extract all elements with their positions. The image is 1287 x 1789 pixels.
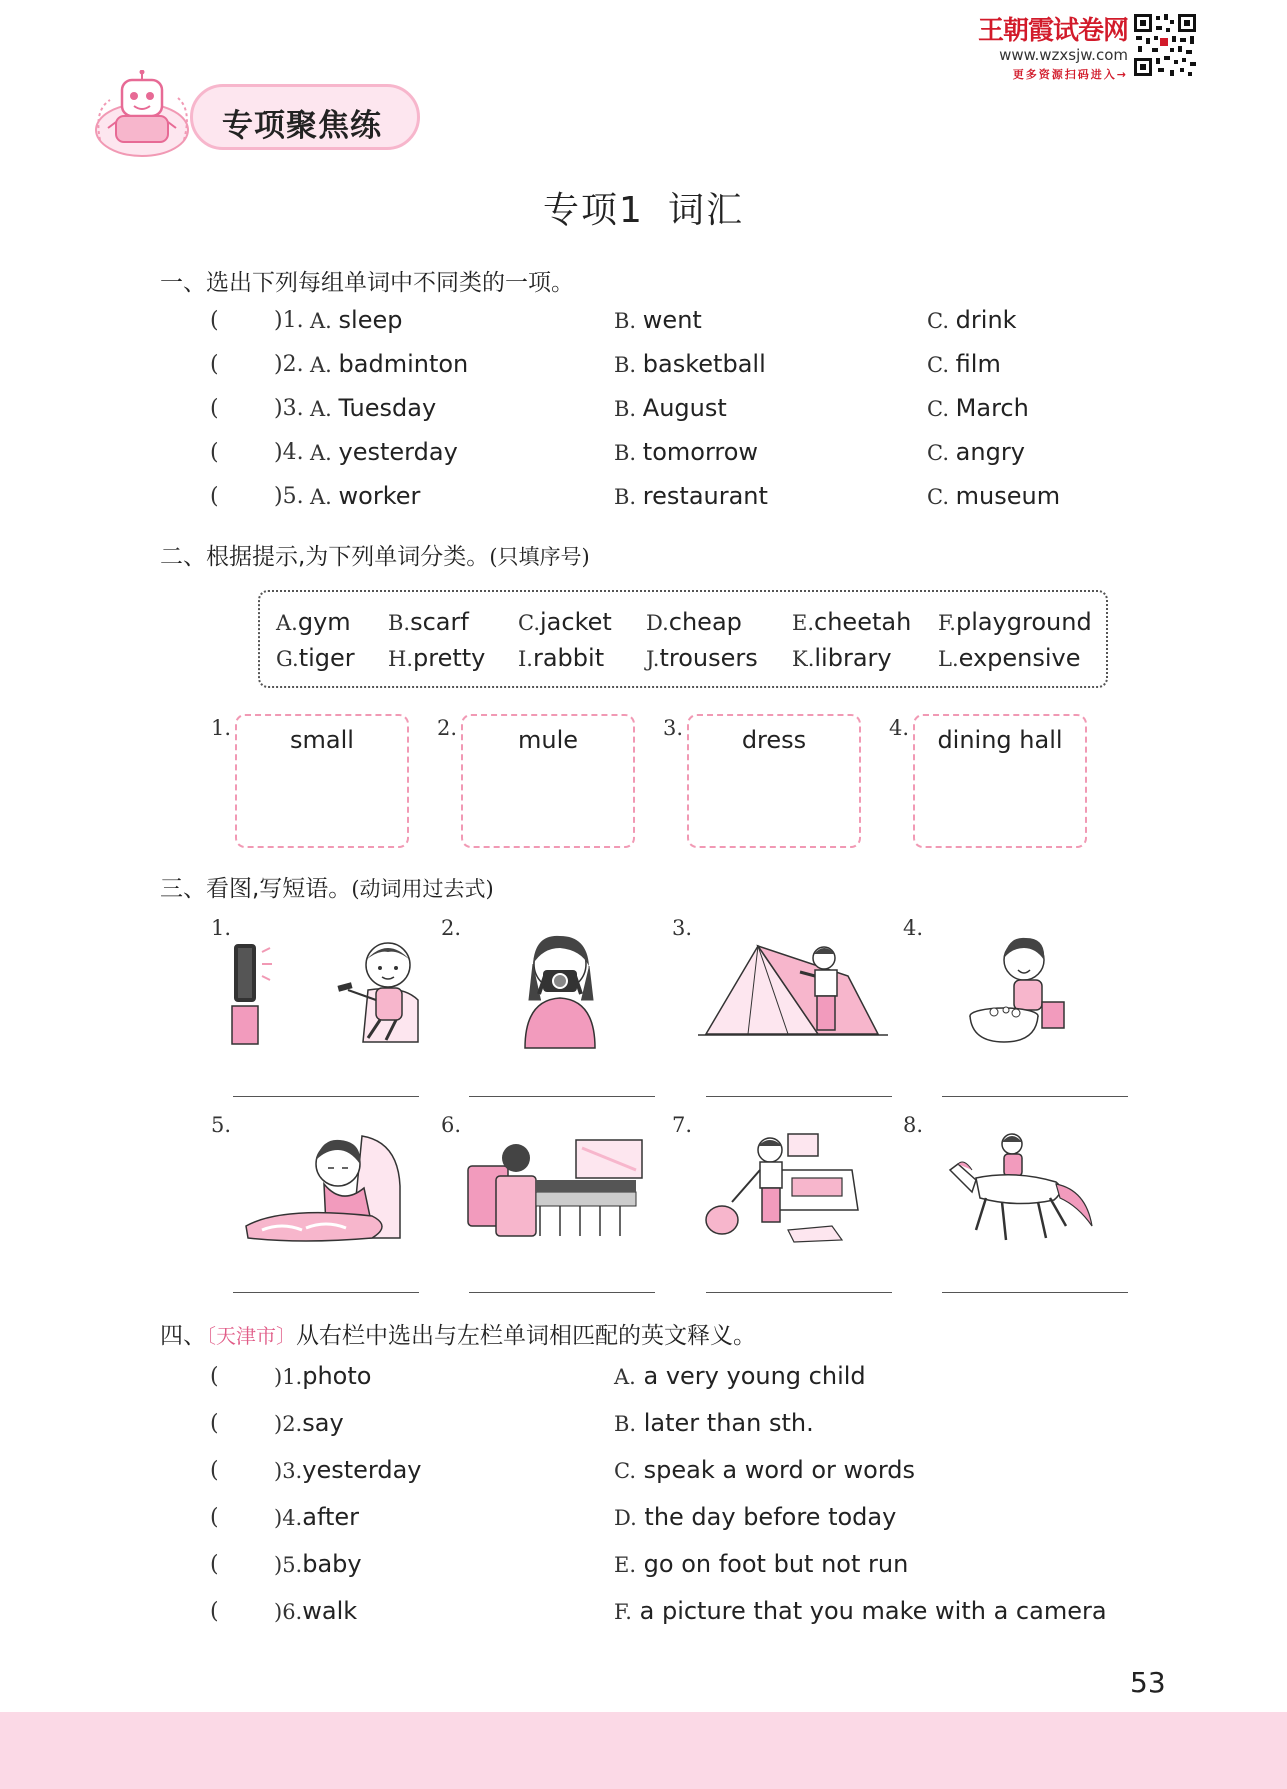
question-number: )5. — [274, 484, 304, 509]
cleaning-room-illustration — [702, 1130, 862, 1246]
picture-number: 8. — [903, 1113, 924, 1137]
picture-number: 3. — [672, 916, 693, 940]
match-left-item: )3.yesterday — [274, 1456, 422, 1484]
page-title-topic: 专项1 — [543, 190, 644, 231]
answer-line[interactable] — [706, 1292, 892, 1293]
option-a: A. sleep — [310, 306, 403, 334]
match-right-item: E. go on foot but not run — [614, 1550, 909, 1578]
answer-line[interactable] — [233, 1292, 419, 1293]
option-b: B. basketball — [614, 350, 766, 378]
match-right-item: B. later than sth. — [614, 1409, 814, 1437]
option-b: B. went — [614, 306, 702, 334]
option-c: C. angry — [927, 438, 1025, 466]
section3-heading: 三、看图,写短语。(动词用过去式) — [160, 876, 494, 902]
answer-line[interactable] — [942, 1096, 1128, 1097]
match-left-item: )1.photo — [274, 1362, 372, 1390]
washing-clothes-illustration — [968, 930, 1078, 1050]
option-c: C. March — [927, 394, 1029, 422]
option-a: A. Tuesday — [310, 394, 437, 422]
section1-heading: 一、选出下列每组单词中不同类的一项。 — [160, 270, 574, 296]
watching-tv-illustration — [228, 930, 428, 1050]
brand-name: 王朝霞试卷网 — [977, 16, 1128, 46]
answer-blank[interactable]: ( — [210, 1599, 219, 1624]
word-bank-item: B.scarf — [388, 608, 469, 636]
word-bank-item: H.pretty — [388, 644, 486, 672]
word-bank-item: E.cheetah — [792, 608, 912, 636]
answer-line[interactable] — [706, 1096, 892, 1097]
category-label: dining hall — [937, 726, 1063, 754]
answer-line[interactable] — [942, 1292, 1128, 1293]
category-number: 1. — [211, 716, 232, 740]
answer-blank[interactable]: ( — [210, 1505, 219, 1530]
question-number: )2. — [274, 352, 304, 377]
section2-heading: 二、根据提示,为下列单词分类。(只填序号) — [160, 544, 590, 570]
word-bank-item: F.playground — [938, 608, 1092, 636]
page-title — [0, 182, 1287, 233]
match-left-item: )2.say — [274, 1409, 344, 1437]
word-bank-item: K.library — [792, 644, 892, 672]
word-bank-item: C.jacket — [518, 608, 612, 636]
category-label: small — [290, 726, 354, 754]
option-b: B. August — [614, 394, 727, 422]
answer-blank[interactable]: ( — [210, 484, 219, 509]
picture-number: 6. — [441, 1113, 462, 1137]
region-tag: 〔天津市〕 — [206, 1324, 296, 1348]
taking-photos-illustration — [505, 930, 615, 1050]
option-a: A. yesterday — [310, 438, 458, 466]
option-b: B. tomorrow — [614, 438, 759, 466]
option-a: A. worker — [310, 482, 421, 510]
watching-film-illustration — [466, 1136, 646, 1246]
section2-hint: (只填序号) — [489, 545, 590, 569]
question-number: )3. — [274, 396, 304, 421]
option-c: C. film — [927, 350, 1001, 378]
picture-number: 5. — [211, 1113, 232, 1137]
category-box-dress[interactable] — [687, 714, 861, 848]
answer-blank[interactable]: ( — [210, 396, 219, 421]
answer-blank[interactable]: ( — [210, 352, 219, 377]
match-right-item: D. the day before today — [614, 1503, 897, 1531]
option-c: C. drink — [927, 306, 1017, 334]
footer-band — [0, 1712, 1287, 1789]
banner-title: 专项聚焦练 — [222, 108, 382, 144]
match-left-item: )5.baby — [274, 1550, 362, 1578]
word-bank-item: D.cheap — [646, 608, 742, 636]
answer-blank[interactable]: ( — [210, 1364, 219, 1389]
word-bank — [258, 590, 1108, 688]
brand-block — [958, 10, 1198, 82]
category-number: 4. — [889, 716, 910, 740]
match-right-item: F. a picture that you make with a camera — [614, 1597, 1107, 1625]
question-number: )1. — [274, 308, 304, 333]
answer-blank[interactable]: ( — [210, 1552, 219, 1577]
answer-line[interactable] — [469, 1292, 655, 1293]
answer-blank[interactable]: ( — [210, 308, 219, 333]
word-bank-item: J.trousers — [646, 644, 758, 672]
answer-blank[interactable]: ( — [210, 1411, 219, 1436]
page-title-subject: 词汇 — [667, 190, 744, 231]
match-right-item: C. speak a word or words — [614, 1456, 916, 1484]
category-box-mule[interactable] — [461, 714, 635, 848]
answer-line[interactable] — [233, 1096, 419, 1097]
riding-horse-illustration — [946, 1130, 1096, 1246]
answer-line[interactable] — [469, 1096, 655, 1097]
section3-hint: (动词用过去式) — [351, 877, 494, 901]
word-bank-item: I.rabbit — [518, 644, 605, 672]
picture-number: 1. — [211, 916, 232, 940]
brand-tag: 更多资源扫码进入→ — [1012, 68, 1128, 81]
sleeping-illustration — [242, 1126, 412, 1246]
putting-up-tent-illustration — [698, 940, 888, 1040]
word-bank-item: L.expensive — [938, 644, 1081, 672]
category-number: 2. — [437, 716, 458, 740]
word-bank-item: G.tiger — [276, 644, 355, 672]
question-number: )4. — [274, 440, 304, 465]
category-box-dining-hall[interactable] — [913, 714, 1087, 848]
option-a: A. badminton — [310, 350, 469, 378]
category-label: dress — [741, 726, 807, 754]
category-number: 3. — [663, 716, 684, 740]
answer-blank[interactable]: ( — [210, 440, 219, 465]
section4-heading: 四、〔天津市〕从右栏中选出与左栏单词相匹配的英文释义。 — [160, 1323, 756, 1349]
option-b: B. restaurant — [614, 482, 768, 510]
match-left-item: )4.after — [274, 1503, 360, 1531]
word-bank-item: A.gym — [276, 608, 351, 636]
match-left-item: )6.walk — [274, 1597, 358, 1625]
category-label: mule — [517, 726, 579, 754]
answer-blank[interactable]: ( — [210, 1458, 219, 1483]
category-box-small[interactable] — [235, 714, 409, 848]
brand-url[interactable]: www.wzxsjw.com — [999, 46, 1128, 64]
picture-number: 4. — [903, 916, 924, 940]
section-banner — [80, 70, 425, 162]
picture-number: 2. — [441, 916, 462, 940]
page-number: 53 — [1130, 1666, 1166, 1699]
match-right-item: A. a very young child — [614, 1362, 866, 1390]
option-c: C. museum — [927, 482, 1061, 510]
qr-code-icon[interactable] — [1132, 12, 1198, 78]
picture-number: 7. — [672, 1113, 693, 1137]
